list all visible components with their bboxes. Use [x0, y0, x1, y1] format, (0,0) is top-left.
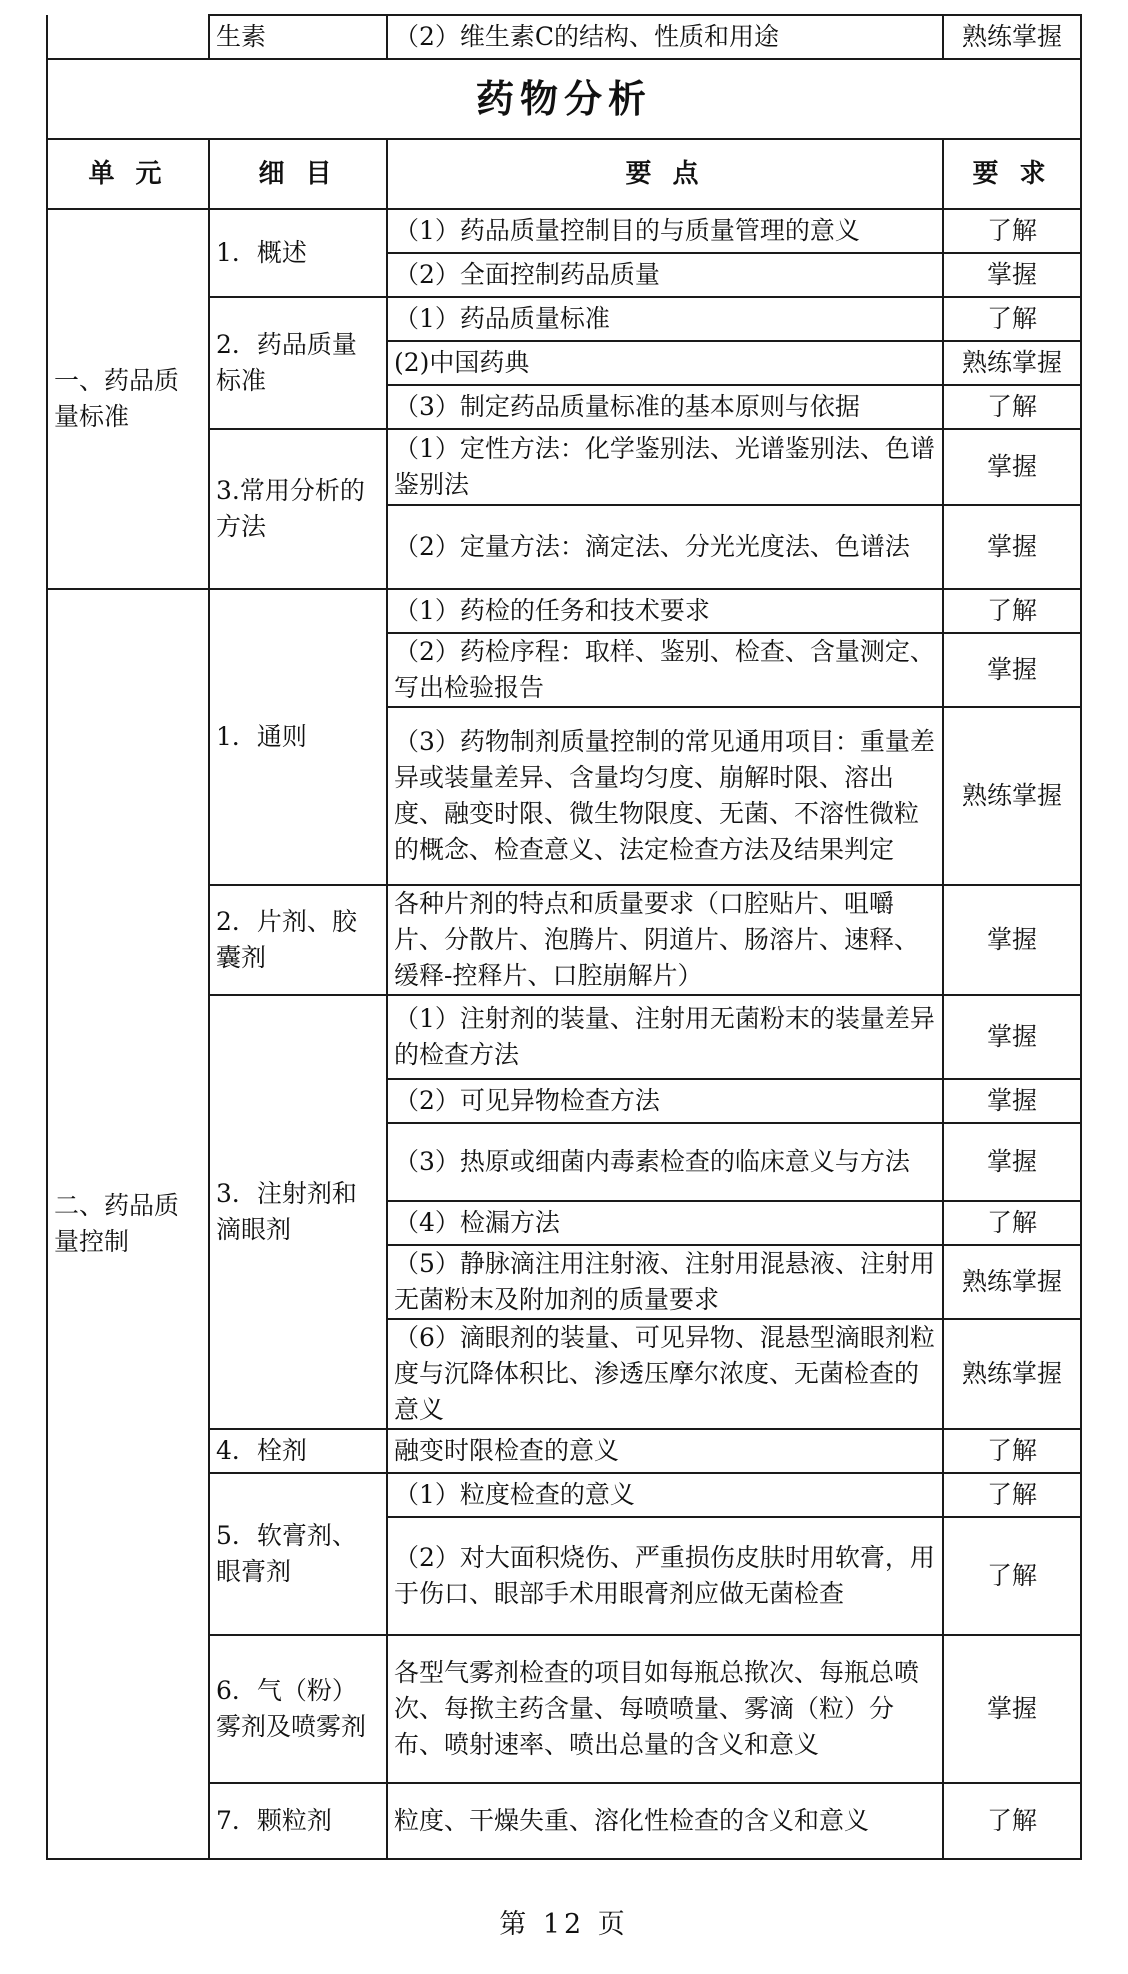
item-cell: 4．栓剂: [209, 1429, 387, 1473]
point-cell: 融变时限检查的意义: [387, 1429, 943, 1473]
item-cell: 5．软膏剂、眼膏剂: [209, 1473, 387, 1635]
requirement-cell: 了解: [943, 209, 1081, 253]
continuation-point-cell: （2）维生素C的结构、性质和用途: [387, 15, 943, 59]
item-cell: 3.常用分析的方法: [209, 429, 387, 589]
requirement-cell: 了解: [943, 1429, 1081, 1473]
requirement-cell: 熟练掌握: [943, 1245, 1081, 1319]
requirement-cell: 掌握: [943, 633, 1081, 707]
syllabus-table: [46, 14, 1082, 1860]
header-row: [47, 139, 1081, 209]
point-cell: （4）检漏方法: [387, 1201, 943, 1245]
point-cell: （1）药品质量标准: [387, 297, 943, 341]
requirement-cell: 掌握: [943, 1079, 1081, 1123]
point-cell: 各型气雾剂检查的项目如每瓶总揿次、每瓶总喷次、每揿主药含量、每喷喷量、雾滴（粒）分布、喷射速率、喷出总量的含义和意义: [387, 1635, 943, 1783]
header-item: 细 目: [209, 139, 387, 209]
point-cell: （2）药检序程：取样、鉴别、检查、含量测定、写出检验报告: [387, 633, 943, 707]
point-cell: 粒度、干燥失重、溶化性检查的含义和意义: [387, 1783, 943, 1859]
point-cell: （2）全面控制药品质量: [387, 253, 943, 297]
requirement-cell: 了解: [943, 1517, 1081, 1635]
unit-cell: 一、药品质量标准: [47, 209, 209, 589]
point-cell: 各种片剂的特点和质量要求（口腔贴片、咀嚼片、分散片、泡腾片、阴道片、肠溶片、速释、缓释-控释片、口腔崩解片）: [387, 885, 943, 995]
requirement-cell: 了解: [943, 1783, 1081, 1859]
item-cell: 6．气（粉）雾剂及喷雾剂: [209, 1635, 387, 1783]
requirement-cell: 掌握: [943, 1123, 1081, 1201]
requirement-cell: 了解: [943, 1201, 1081, 1245]
page-number: 第 12 页: [499, 1909, 629, 1940]
point-cell: （3）热原或细菌内毒素检查的临床意义与方法: [387, 1123, 943, 1201]
section-title-row: [47, 59, 1081, 139]
requirement-cell: 熟练掌握: [943, 341, 1081, 385]
continuation-row: [47, 15, 1081, 59]
requirement-cell: 了解: [943, 297, 1081, 341]
item-cell: 2．片剂、胶囊剂: [209, 885, 387, 995]
item-cell: 3．注射剂和滴眼剂: [209, 995, 387, 1429]
requirement-cell: 掌握: [943, 429, 1081, 505]
requirement-cell: 了解: [943, 1473, 1081, 1517]
point-cell: （3）制定药品质量标准的基本原则与依据: [387, 385, 943, 429]
item-cell: 1．通则: [209, 589, 387, 885]
requirement-cell: 熟练掌握: [943, 1319, 1081, 1429]
unit-cell: 二、药品质量控制: [47, 589, 209, 1859]
item-cell: 7．颗粒剂: [209, 1783, 387, 1859]
requirement-cell: 掌握: [943, 1635, 1081, 1783]
requirement-cell: 掌握: [943, 505, 1081, 589]
point-cell: （1）定性方法：化学鉴别法、光谱鉴别法、色谱鉴别法: [387, 429, 943, 505]
item-cell: 2．药品质量标准: [209, 297, 387, 429]
point-cell: （1）注射剂的装量、注射用无菌粉末的装量差异的检查方法: [387, 995, 943, 1079]
requirement-cell: 掌握: [943, 885, 1081, 995]
point-cell: （5）静脉滴注用注射液、注射用混悬液、注射用无菌粉末及附加剂的质量要求: [387, 1245, 943, 1319]
point-cell: (2)中国药典: [387, 341, 943, 385]
requirement-cell: 掌握: [943, 253, 1081, 297]
header-req: 要 求: [943, 139, 1081, 209]
point-cell: （2）定量方法：滴定法、分光光度法、色谱法: [387, 505, 943, 589]
header-unit: 单 元: [47, 139, 209, 209]
header-point: 要 点: [387, 139, 943, 209]
point-cell: （1）药检的任务和技术要求: [387, 589, 943, 633]
table-row: [47, 589, 1081, 633]
point-cell: （6）滴眼剂的装量、可见异物、混悬型滴眼剂粒度与沉降体积比、渗透压摩尔浓度、无菌检查的意义: [387, 1319, 943, 1429]
point-cell: （2）对大面积烧伤、严重损伤皮肤时用软膏，用于伤口、眼部手术用眼膏剂应做无菌检查: [387, 1517, 943, 1635]
point-cell: （1）粒度检查的意义: [387, 1473, 943, 1517]
point-cell: （3）药物制剂质量控制的常见通用项目：重量差异或装量差异、含量均匀度、崩解时限、溶出度、融变时限、微生物限度、无菌、不溶性微粒的概念、检查意义、法定检查方法及结果判定: [387, 707, 943, 885]
continuation-unit-cell: [47, 15, 209, 59]
requirement-cell: 了解: [943, 385, 1081, 429]
section-title: 药物分析: [47, 59, 1081, 139]
continuation-req-cell: 熟练掌握: [943, 15, 1081, 59]
item-cell: 1．概述: [209, 209, 387, 297]
requirement-cell: 熟练掌握: [943, 707, 1081, 885]
requirement-cell: 掌握: [943, 995, 1081, 1079]
point-cell: （1）药品质量控制目的与质量管理的意义: [387, 209, 943, 253]
point-cell: （2）可见异物检查方法: [387, 1079, 943, 1123]
table-row: [47, 209, 1081, 253]
requirement-cell: 了解: [943, 589, 1081, 633]
continuation-item-cell: 生素: [209, 15, 387, 59]
